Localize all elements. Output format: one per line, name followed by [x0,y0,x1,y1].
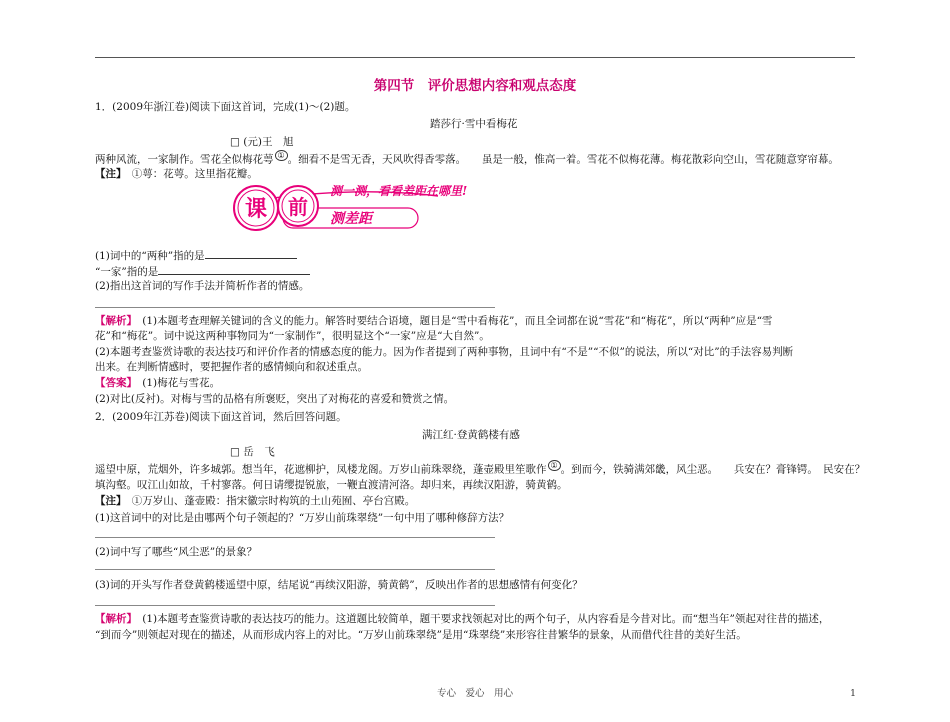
q1-intro: 1．(2009年浙江卷)阅读下面这首词，完成(1)～(2)题。 [95,101,356,113]
q1-analysis-line2: 花”和“梅花”。词中说这两种事物同为“一家制作”，很明显这个“一家”应是“大自然”。 [95,330,490,342]
banner-char-1: 课 [244,197,268,222]
q1-sub1a-text: (1)词中的“两种”指的是 [95,250,205,262]
q1-analysis-text-1: (1)本题考查理解关键词的含义的能力。解答时要结合语境，题目是“雪中看梅花”，而且全词都在说“雪花”和“梅花”，所以“两种”应是“雪 [131,315,773,327]
note-text-2: ①万岁山、蓬壶殿：指宋徽宗时构筑的土山苑囿、亭台宫殿。 [121,495,416,507]
q2-poem-part-a: 遥望中原，荒烟外，许多城郭。想当年，花遮柳护，凤楼龙阁。万岁山前珠翠绕，蓬壶殿里笙歌作 [95,463,547,476]
analysis-label-2: 【解析】 [95,613,132,625]
answer-blank-2[interactable] [158,263,310,275]
q2-author: □ 岳 飞 [230,446,275,458]
q1-sub1b-text: “一家”指的是 [95,266,159,278]
q1-analysis-line3: (2)本题考查鉴赏诗歌的表达技巧和评价作者的情感态度的能力。因为作者提到了两种事物，且词中有“不是”“不似”的说法，所以“对比”的手法容易判断 [95,346,794,358]
banner-slogan: 测一测，看看差距在哪里! [330,184,468,198]
q2-poem-line1 [95,462,865,477]
q2-poem-title: 满江红·登黄鹤楼有感 [422,429,520,441]
note-marker: ① [275,150,288,161]
footer-motto: 专心 爱心 用心 [436,688,513,699]
analysis-label: 【解析】 [95,315,132,327]
pretest-banner [108,178,528,238]
answer-line-2[interactable] [95,537,495,538]
answer-line[interactable] [95,307,495,308]
note-marker-2: ① [548,460,561,471]
q1-author: □ (元)王 旭 [230,136,294,148]
page-number: 1 [850,688,857,699]
answer-line-4[interactable] [95,605,495,606]
q1-analysis-line4: 出来。在判断情感时，要把握作者的感情倾向和叙述重点。 [95,361,368,373]
q1-answer-text-1: (1)梅花与雪花。 [131,377,221,389]
answer-label: 【答案】 [95,377,132,389]
q2-sub1: (1)这首词中的对比是由哪两个句子领起的？“万岁山前珠翠绕”一句中用了哪种修辞方法？ [95,512,510,524]
q1-sub1b [95,263,310,279]
section-title: 第四节 评价思想内容和观点态度 [373,78,577,94]
banner-subtitle: 测差距 [330,211,372,227]
note-label: 【注】 [95,168,122,180]
q1-poem [95,152,839,167]
q1-analysis-line1 [95,314,772,328]
q2-analysis-line2: “到而今”则领起对现在的描述，从而形成内容上的对比。“万岁山前珠翠绕”是用“珠翠绕”来形容往昔繁华的景象，从而借代往昔的美好生活。 [95,629,747,641]
note-label-2: 【注】 [95,495,122,507]
answer-blank-1[interactable] [205,247,297,259]
q1-answer-line2: (2)对比(反衬)。对梅与雪的品格有所褒贬，突出了对梅花的喜爱和赞赏之情。 [95,393,455,405]
banner-char-2: 前 [288,195,308,219]
q1-poem-part-b: 。细看不是雪无香，天风吹得香零落。 虽是一般，惟高一着。雪花不似梅花薄。梅花散彩向空山，雪花随意穿帘幕。 [287,153,839,166]
q1-sub2: (2)指出这首词的写作手法并简析作者的情感。 [95,280,310,292]
q2-note [95,494,415,508]
q2-poem-part-b: 。到而今，铁骑满郊畿，风尘恶。 兵安在？膏锋锷。 民安在？ [560,463,866,476]
q1-sub1a [95,247,297,263]
q1-answer-line1 [95,376,220,390]
q2-poem-line2: 填沟壑。叹江山如故，千村寥落。何日请缨提锐旅，一鞭直渡清河洛。却归来，再续汉阳游，骑黄鹤。 [95,479,568,491]
banner-graphic [108,178,528,238]
q2-sub2: (2)词中写了哪些“风尘恶”的景象？ [95,546,258,558]
q2-analysis-line1 [95,612,829,626]
q1-poem-title: 踏莎行·雪中看梅花 [430,118,518,130]
note-text: ①萼：花萼。这里指花瓣。 [121,168,258,180]
q2-sub3: (3)词的开头写作者登黄鹤楼遥望中原，结尾说“再续汉阳游，骑黄鹤”，反映出作者的思想感情有何变化？ [95,579,583,591]
top-rule [95,57,855,58]
q2-analysis-text-1: (1)本题考查鉴赏诗歌的表达技巧的能力。这道题比较简单，题干要求找领起对比的两个句子，从内容看是今昔对比。而“想当年”领起对往昔的描述， [131,613,830,625]
answer-line-3[interactable] [95,569,495,570]
q1-poem-part-a: 两种风流，一家制作。雪花全似梅花萼 [95,153,274,166]
q2-intro: 2．(2009年江苏卷)阅读下面这首词，然后回答问题。 [95,411,347,423]
